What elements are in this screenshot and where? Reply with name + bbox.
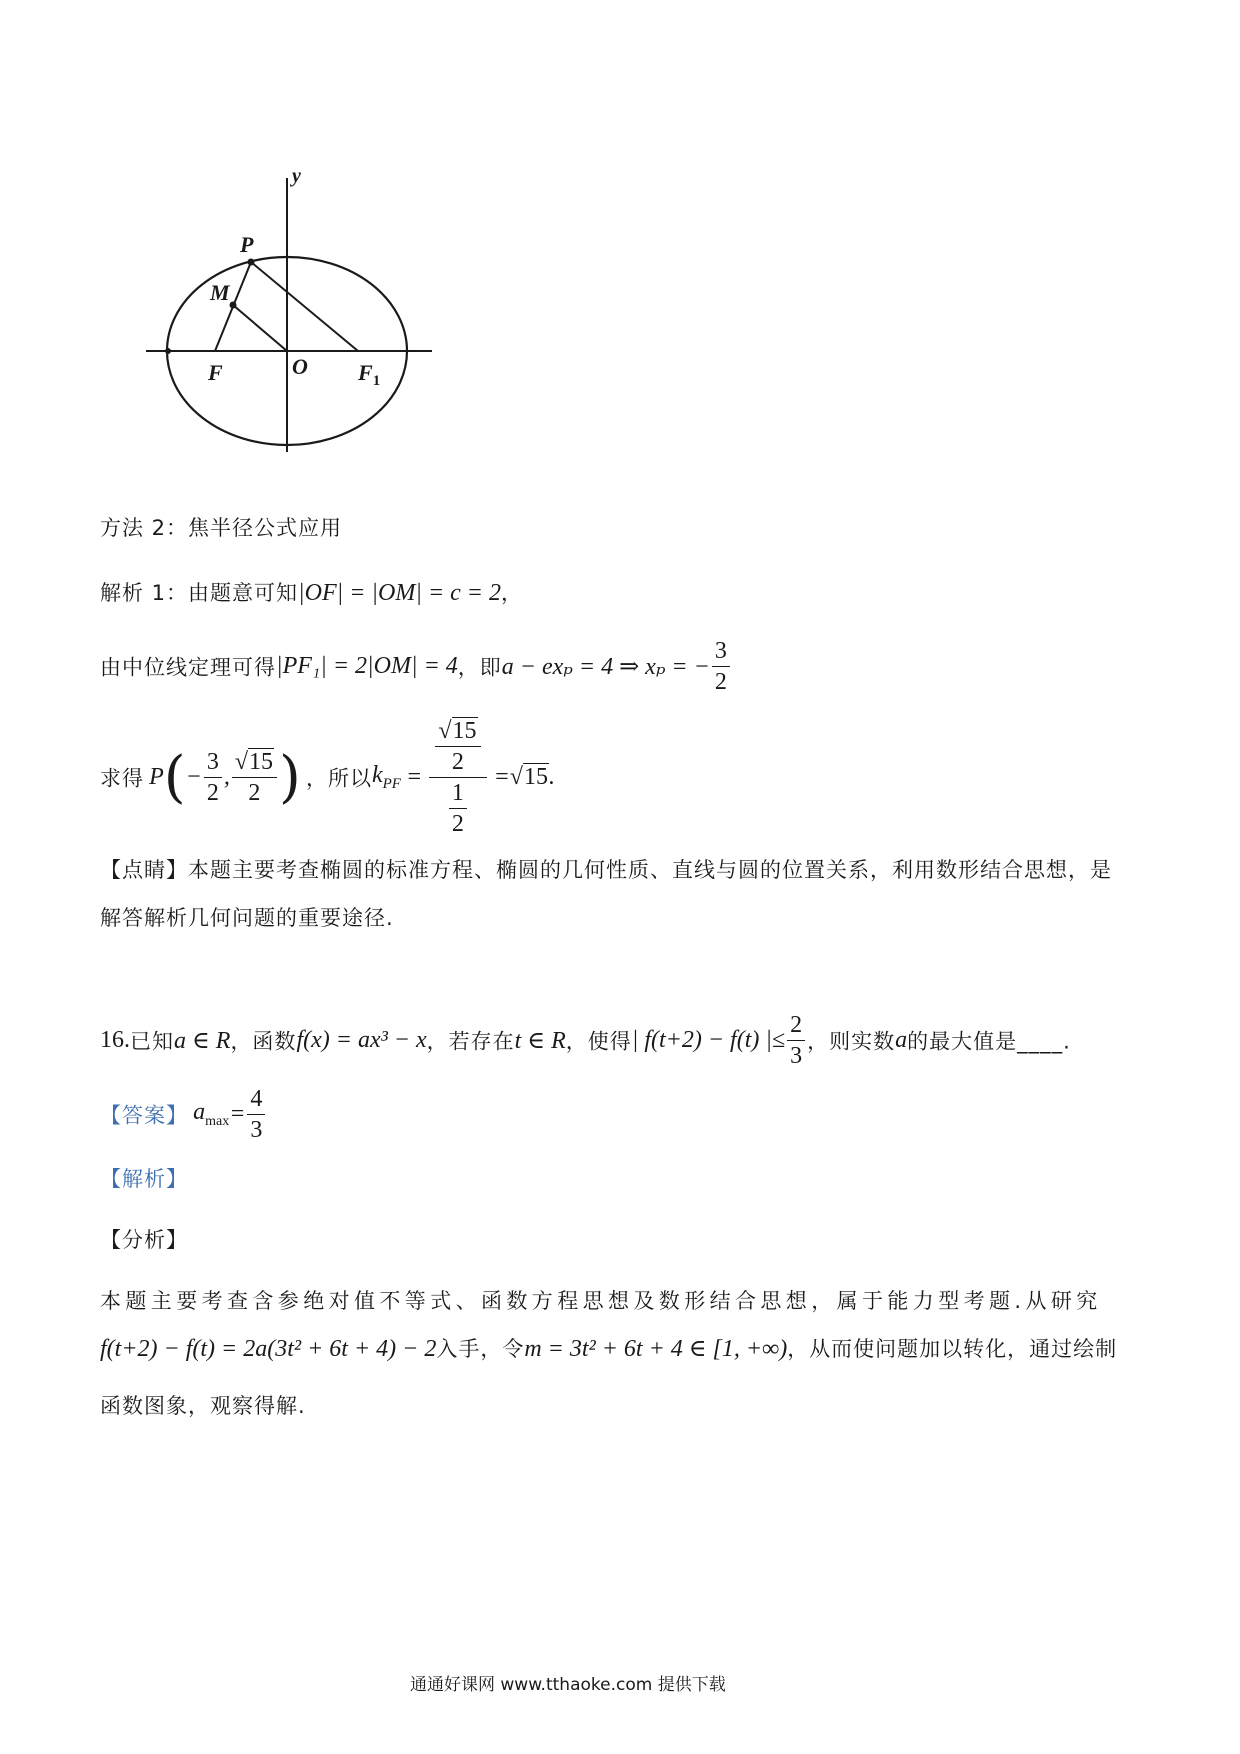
label-F1: $F_1$	[358, 360, 381, 389]
q16-number: 16.	[100, 1027, 130, 1053]
dianjing-line1: 【点睛】本题主要考查椭圆的标准方程、椭圆的几何性质、直线与圆的位置关系，利用数形结合思想，是	[100, 858, 1112, 882]
step3-frac1-den: 2	[206, 780, 219, 806]
dianjing-line2: 解答解析几何问题的重要途径.	[100, 906, 394, 930]
answer-eq: =	[229, 1101, 246, 1127]
analysis1-suffix: ，	[501, 581, 523, 605]
question-16	[100, 1010, 1071, 1071]
step3-frac2	[232, 747, 277, 808]
label-M: M	[210, 280, 230, 305]
q16-m2: f(x) = ax³ − x	[296, 1027, 427, 1053]
q16-m1: a ∈ R	[174, 1028, 231, 1054]
label-y: y	[292, 165, 301, 187]
segment-PF1	[251, 262, 358, 351]
step3-result: √15	[509, 764, 548, 790]
answer-fraction: $\frac{4}{3}$	[247, 1084, 265, 1145]
label-P: P	[240, 232, 254, 257]
q16-t6: 的最大值是____.	[907, 1029, 1071, 1054]
fenxi-math1: f(t+2) − f(t) = 2a(3t² + 6t + 4) − 2	[100, 1336, 437, 1362]
point-left-vertex	[165, 348, 171, 354]
q16-t5: ，则实数	[807, 1029, 896, 1054]
segment-MO	[233, 305, 287, 351]
q16-m3: t ∈ R	[514, 1028, 566, 1054]
page-footer: 通通好课网 www.tthaoke.com 提供下载	[410, 1675, 726, 1695]
fenxi-line2	[100, 1333, 1117, 1363]
step3-frac2-num: √15	[232, 747, 277, 778]
point-M	[230, 302, 237, 309]
fenxi-math2: m = 3t² + 6t + 4 ∈ [1, +∞)	[524, 1336, 788, 1362]
left-paren: (	[163, 745, 186, 810]
step3-k: $k_{PF}$	[371, 762, 401, 792]
q16-t4: ，使得	[565, 1029, 632, 1054]
jiexi-tag: 【解析】	[100, 1167, 188, 1191]
q16-t3: ，若存在	[426, 1029, 515, 1054]
step2-prefix: 由中位线定理可得	[100, 655, 276, 680]
step2-frac-num: 3	[712, 636, 730, 667]
step3-frac2-den: 2	[248, 780, 261, 806]
method2-title: 方法 2：焦半径公式应用	[100, 516, 343, 540]
analysis1-prefix: 解析 1：由题意可知	[100, 581, 299, 605]
q16-t2: ，函数	[230, 1029, 297, 1054]
step3-comma: ,	[223, 764, 230, 790]
label-O: O	[292, 354, 308, 379]
ellipse-diagram	[140, 160, 460, 460]
answer-tag: 【答案】	[100, 1103, 188, 1128]
right-paren: )	[279, 745, 301, 810]
q16-m5: a	[895, 1027, 908, 1053]
step3-prefix: 求得	[100, 766, 144, 791]
analysis1-line	[100, 577, 523, 607]
step2-fraction	[712, 636, 730, 697]
step3-line	[100, 716, 555, 839]
q16-t1: 已知	[130, 1029, 174, 1054]
answer-line	[100, 1084, 267, 1145]
q16-m4: | f(t+2) − f(t) |≤	[631, 1027, 786, 1053]
step3-minus: −	[185, 764, 202, 790]
step3-eq2: =	[493, 764, 510, 790]
q16-fraction: $\frac{2}{3}$	[787, 1010, 805, 1071]
step3-frac1-num: 3	[204, 747, 222, 778]
step3-frac1	[204, 747, 222, 808]
answer-expr: $a_{max}$	[193, 1099, 230, 1129]
step3-eq: =	[406, 764, 423, 790]
step2-expr1: |PF₁| = 2|OM| = 4	[276, 653, 458, 679]
analysis1-expr: |OF| = |OM| = c = 2	[298, 580, 501, 606]
label-F: F	[208, 360, 223, 385]
step2-expr2: a − exₚ = 4 ⇒ xₚ = −	[501, 654, 710, 680]
step3-mid: ，所以	[305, 766, 372, 791]
step2-mid: ，即	[457, 655, 502, 680]
bigfrac-denominator: $\frac{1}{2}$	[429, 778, 486, 839]
step3-P: P	[149, 764, 164, 790]
fenxi-t1: 入手，令	[436, 1337, 525, 1361]
step2-frac-den: 2	[714, 669, 727, 695]
point-P	[248, 259, 255, 266]
bigfrac-numerator: $\frac{√15}{2}$	[429, 716, 486, 778]
step2-line	[100, 636, 732, 697]
fenxi-line1: 本题主要考查含参绝对值不等式、函数方程思想及数形结合思想，属于能力型考题.从研究	[100, 1289, 1102, 1313]
fenxi-t2: ，从而使问题加以转化，通过绘制	[787, 1337, 1118, 1361]
step3-bigfrac	[429, 716, 486, 839]
fenxi-tag: 【分析】	[100, 1228, 188, 1252]
step3-end: .	[548, 764, 555, 790]
fenxi-line3: 函数图象，观察得解.	[100, 1394, 306, 1418]
